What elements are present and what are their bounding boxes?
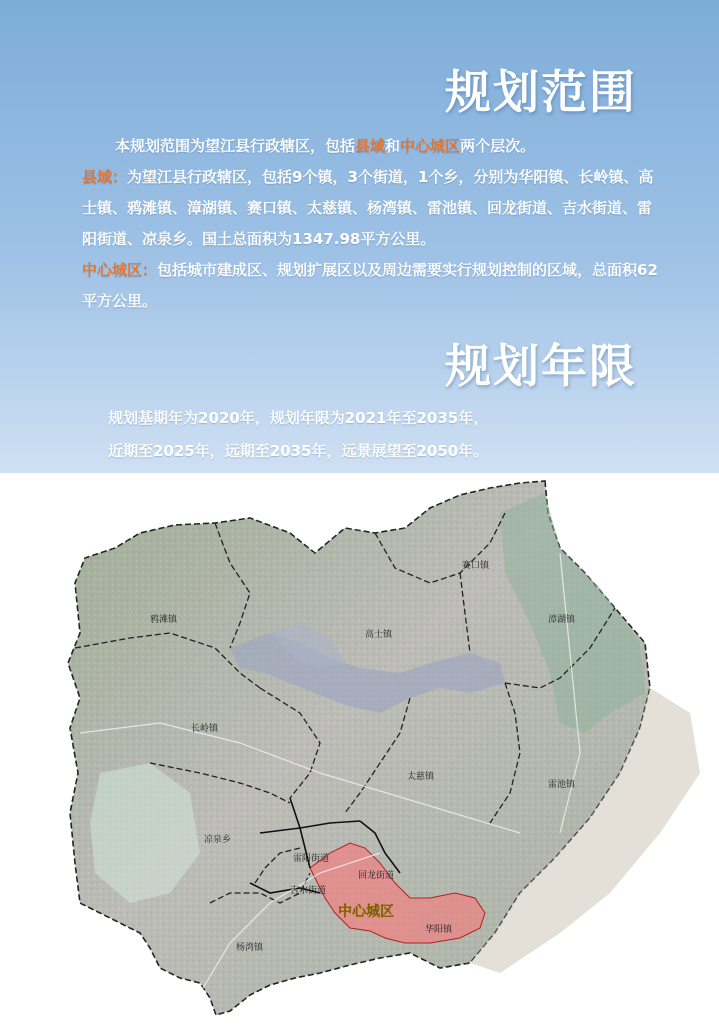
county-text: 为望江县行政辖区，包括9个镇，3个街道，1个乡，分别为华阳镇、长岭镇、高士镇、鸦滩镇、漳湖镇、赛口镇、太慈镇、杨湾镇、雷池镇、回龙街道、吉水街道、雷阳街道、凉泉乡。国土总面积为1347.98平方公里。 (82, 168, 654, 248)
label-changling: 长岭镇 (191, 724, 219, 734)
label-zhanghu: 漳湖镇 (548, 615, 576, 625)
label-leichi: 雷池镇 (548, 780, 576, 790)
label-taici: 太慈镇 (407, 772, 435, 782)
period-title: 规划年限 (445, 339, 637, 393)
scope-title: 规划范围 (445, 65, 637, 119)
label-liangquan: 凉泉乡 (204, 835, 232, 845)
label-huayang: 华阳镇 (425, 925, 453, 935)
center-text: 包括城市建成区、规划扩展区以及周边需要实行规划控制的区域，总面积62平方公里。 (82, 261, 658, 310)
period-paragraph (108, 402, 668, 468)
county-map-svg (0, 473, 719, 1024)
intro-prefix: 本规划范围为望江县行政辖区，包括 (115, 137, 356, 155)
intro-highlight-center: 中心城区 (400, 137, 461, 155)
scope-intro (82, 131, 662, 162)
center-paragraph (82, 255, 662, 317)
intro-suffix: 两个层次。 (460, 137, 536, 155)
center-label: 中心城区： (82, 261, 158, 279)
label-saikou: 赛口镇 (462, 561, 490, 571)
county-map (0, 473, 719, 1024)
intro-mid: 和 (385, 137, 401, 155)
label-yangwan: 杨湾镇 (236, 943, 264, 953)
label-huilong: 回龙街道 (358, 871, 395, 881)
county-paragraph (82, 162, 662, 255)
period-line2: 近期至2025年，远期至2035年，远景展望至2050年。 (108, 442, 489, 460)
label-center-district: 中心城区 (338, 904, 394, 920)
label-yatan: 鸦滩镇 (150, 615, 178, 625)
county-label: 县域： (82, 168, 128, 186)
period-line1: 规划基期年为2020年，规划年限为2021年至2035年， (108, 409, 489, 427)
intro-highlight-county: 县域 (355, 137, 386, 155)
label-gaoshi: 高士镇 (365, 630, 393, 640)
label-jishui: 吉水街道 (290, 886, 327, 896)
label-leiyang: 雷阳街道 (293, 854, 330, 864)
